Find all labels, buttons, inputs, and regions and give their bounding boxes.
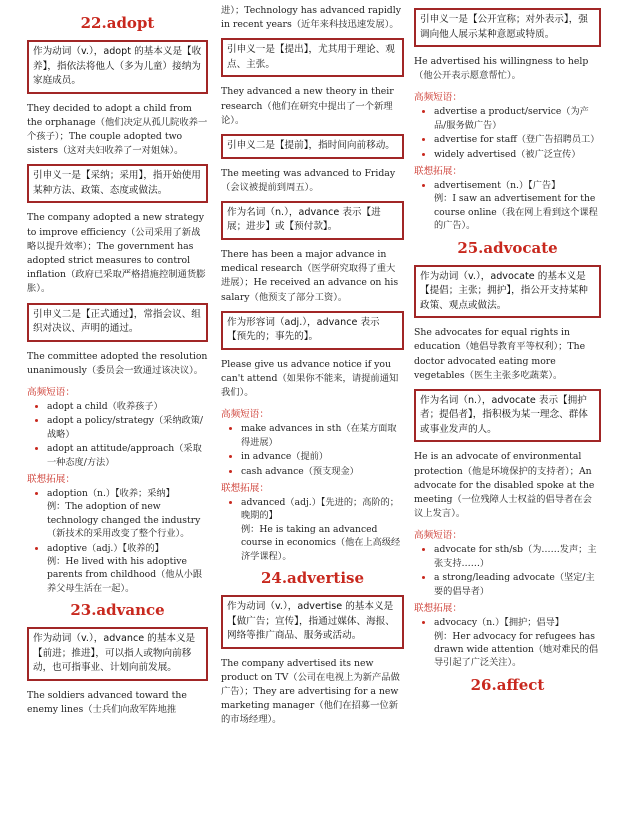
extension-item <box>434 616 601 670</box>
phrase-item: • in advance（提前） <box>241 450 404 463</box>
extension-item <box>47 487 208 541</box>
extension-example: 例：The adoption of new technology changed the industry（新技术的采用改变了整个行业）。 <box>47 501 201 540</box>
phrases-heading: 高频短语： <box>27 386 75 398</box>
example-paragraph: The soldiers advanced toward the enemy lines（士兵们向敌军阵地推 <box>27 689 187 715</box>
entry-heading-advocate: 25.advocate <box>457 238 558 257</box>
definition-box: 引申义二是【正式通过】，常指会议、组织对决议、声明的通过。 <box>27 303 208 342</box>
phrases-heading: 高频短语： <box>221 409 269 421</box>
example-paragraph: He is an advocate of environmental protection（他是环境保护的支持者）；An advocate for the disabled spoke at the meeting（一位残障人士权益的倡导者在会议上发言）。 <box>414 451 595 520</box>
phrase-item: • make advances in sth（在某方面取得进展） <box>241 422 404 449</box>
example-paragraph: There has been a major advance in medical research（医学研究取得了重大进展）；He received an advance on his salary（他预支了部分工资）。 <box>221 248 399 303</box>
definition-box: 作为动词（v.），adopt 的基本义是【收养】，指依法将他人（多为儿童）接纳为家庭成员。 <box>27 40 208 94</box>
phrase-item: • widely advertised（被广泛宣传） <box>434 148 601 161</box>
example-paragraph: 进）；Technology has advanced rapidly in recent years（近年来科技迅速发展）。 <box>221 5 401 31</box>
extension-heading: 联想拓展： <box>414 166 462 178</box>
definition-box: 引申义二是【提前】，指时间向前移动。 <box>221 134 404 159</box>
example-paragraph: The company advertised its new product on TV（公司在电视上为新产品做广告）；They are advertising for a new marketing manager（他们在招募一位新的市场经理）。 <box>221 657 400 726</box>
phrase-list <box>414 543 601 598</box>
extension-item <box>47 542 208 596</box>
phrases-heading: 高频短语： <box>414 530 462 542</box>
phrase-item: • adopt a policy/strategy（采纳政策/战略） <box>47 414 208 441</box>
extension-list <box>414 616 601 670</box>
entry-heading-advance: 23.advance <box>70 601 165 620</box>
definition-box: 作为名词（n.），advance 表示【进展；进步】或【预付款】。 <box>221 201 404 240</box>
phrase-item: • a strong/leading advocate（坚定/主要的倡导者） <box>434 571 601 598</box>
extension-list <box>27 487 208 595</box>
extension-term: advocacy（n.）【拥护；倡导】 <box>434 617 564 629</box>
extension-item <box>241 496 404 563</box>
definition-box: 引申义一是【公开宣称；对外表示】，强调向他人展示某种意愿或特质。 <box>414 8 601 47</box>
column-right <box>414 8 601 702</box>
extension-term: advertisement（n.）【广告】 <box>434 180 561 192</box>
column-middle <box>221 5 404 734</box>
phrase-item: • advertise a product/service（为产品/服务做广告） <box>434 105 601 132</box>
phrase-item: • cash advance（预支现金） <box>241 465 404 478</box>
extension-term: adoptive（adj.）【收养的】 <box>47 542 164 554</box>
entry-heading-advertise: 24.advertise <box>260 569 365 587</box>
phrase-list <box>414 105 601 161</box>
extension-list <box>414 179 601 233</box>
example-paragraph: She advocates for equal rights in education（她倡导教育平等权利）；The doctor advocated eating more vegetables（医生主张多吃蔬菜）。 <box>414 327 586 381</box>
example-paragraph: They decided to adopt a child from the orphanage（他们决定从孤儿院收养一个孩子）；The couple adopted two sisters（这对夫妇收养了一对姐妹）。 <box>27 102 208 157</box>
entry-heading-affect: 26.affect <box>470 675 545 694</box>
example-paragraph: He advertised his willingness to help（他公开表示愿意帮忙）。 <box>414 56 589 82</box>
phrases-heading: 高频短语： <box>414 92 462 104</box>
extension-example: 例：He is taking an advanced course in economics（他在上高级经济学课程）。 <box>241 523 401 562</box>
example-paragraph: The committee adopted the resolution unanimously（委员会一致通过该决议）。 <box>27 350 208 376</box>
extension-term: advanced（adj.）【先进的；高阶的；晚期的】 <box>241 496 399 522</box>
extension-heading: 联想拓展： <box>414 603 462 615</box>
column-left <box>27 8 208 723</box>
phrase-item: • adopt an attitude/approach（采取一种态度/方法） <box>47 442 208 469</box>
phrase-item: • adopt a child（收养孩子） <box>47 400 208 413</box>
extension-item <box>434 179 601 233</box>
extension-example: 例：Her advocacy for refugees has drawn wide attention（她对难民的倡导引起了广泛关注）。 <box>434 630 599 669</box>
phrase-item: • advocate for sth/sb（为……发声；主张支持……） <box>434 543 601 570</box>
entry-heading-adopt: 22.adopt <box>80 14 155 32</box>
phrase-item: • advertise for staff（登广告招聘员工） <box>434 133 601 146</box>
extension-example: 例：I saw an advertisement for the course online（我在网上看到这个课程的广告）。 <box>434 193 598 232</box>
definition-box: 作为动词（v.），advocate 的基本义是【提倡；主张；拥护】，指公开支持某种政策、观点或做法。 <box>414 265 601 319</box>
example-paragraph: The company adopted a new strategy to improve efficiency（公司采用了新战略以提升效率）；The government has adopted strict measures to control inflation（政府已采取严格措施控制通货膨胀）。 <box>27 212 206 295</box>
phrase-list <box>27 400 208 469</box>
extension-list <box>221 496 404 563</box>
extension-heading: 联想拓展： <box>27 473 75 485</box>
definition-box: 引申义一是【采纳；采用】，指开始使用某种方法、政策、态度或做法。 <box>27 164 208 203</box>
extension-heading: 联想拓展： <box>221 482 269 494</box>
definition-box: 作为动词（v.），advertise 的基本义是【做广告；宣传】，指通过媒体、海报、网络等推广商品、服务或活动。 <box>221 595 404 649</box>
definition-box: 作为形容词（adj.），advance 表示【预先的；事先的】。 <box>221 311 404 350</box>
extension-example: 例：He lived with his adoptive parents from childhood（他从小跟养父母生活在一起）。 <box>47 556 203 594</box>
example-paragraph: They advanced a new theory in their research（他们在研究中提出了一个新理论）。 <box>221 86 394 126</box>
example-paragraph: Please give us advance notice if you can't attend（如果你不能来，请提前通知我们）。 <box>221 358 399 399</box>
definition-box: 作为名词（n.），advocate 表示【拥护者；提倡者】，指积极为某一理念、群体或事业发声的人。 <box>414 389 601 443</box>
definition-box: 作为动词（v.），advance 的基本义是【前进；推进】，可以指人或物向前移动，也可指事业、计划向前发展。 <box>27 627 208 681</box>
definition-box: 引申义一是【提出】，尤其用于理论、观点、主张。 <box>221 38 404 77</box>
extension-term: adoption（n.）【收养；采纳】 <box>47 487 175 499</box>
phrase-list <box>221 422 404 478</box>
example-paragraph: The meeting was advanced to Friday（会议被提前到周五）。 <box>221 167 396 193</box>
